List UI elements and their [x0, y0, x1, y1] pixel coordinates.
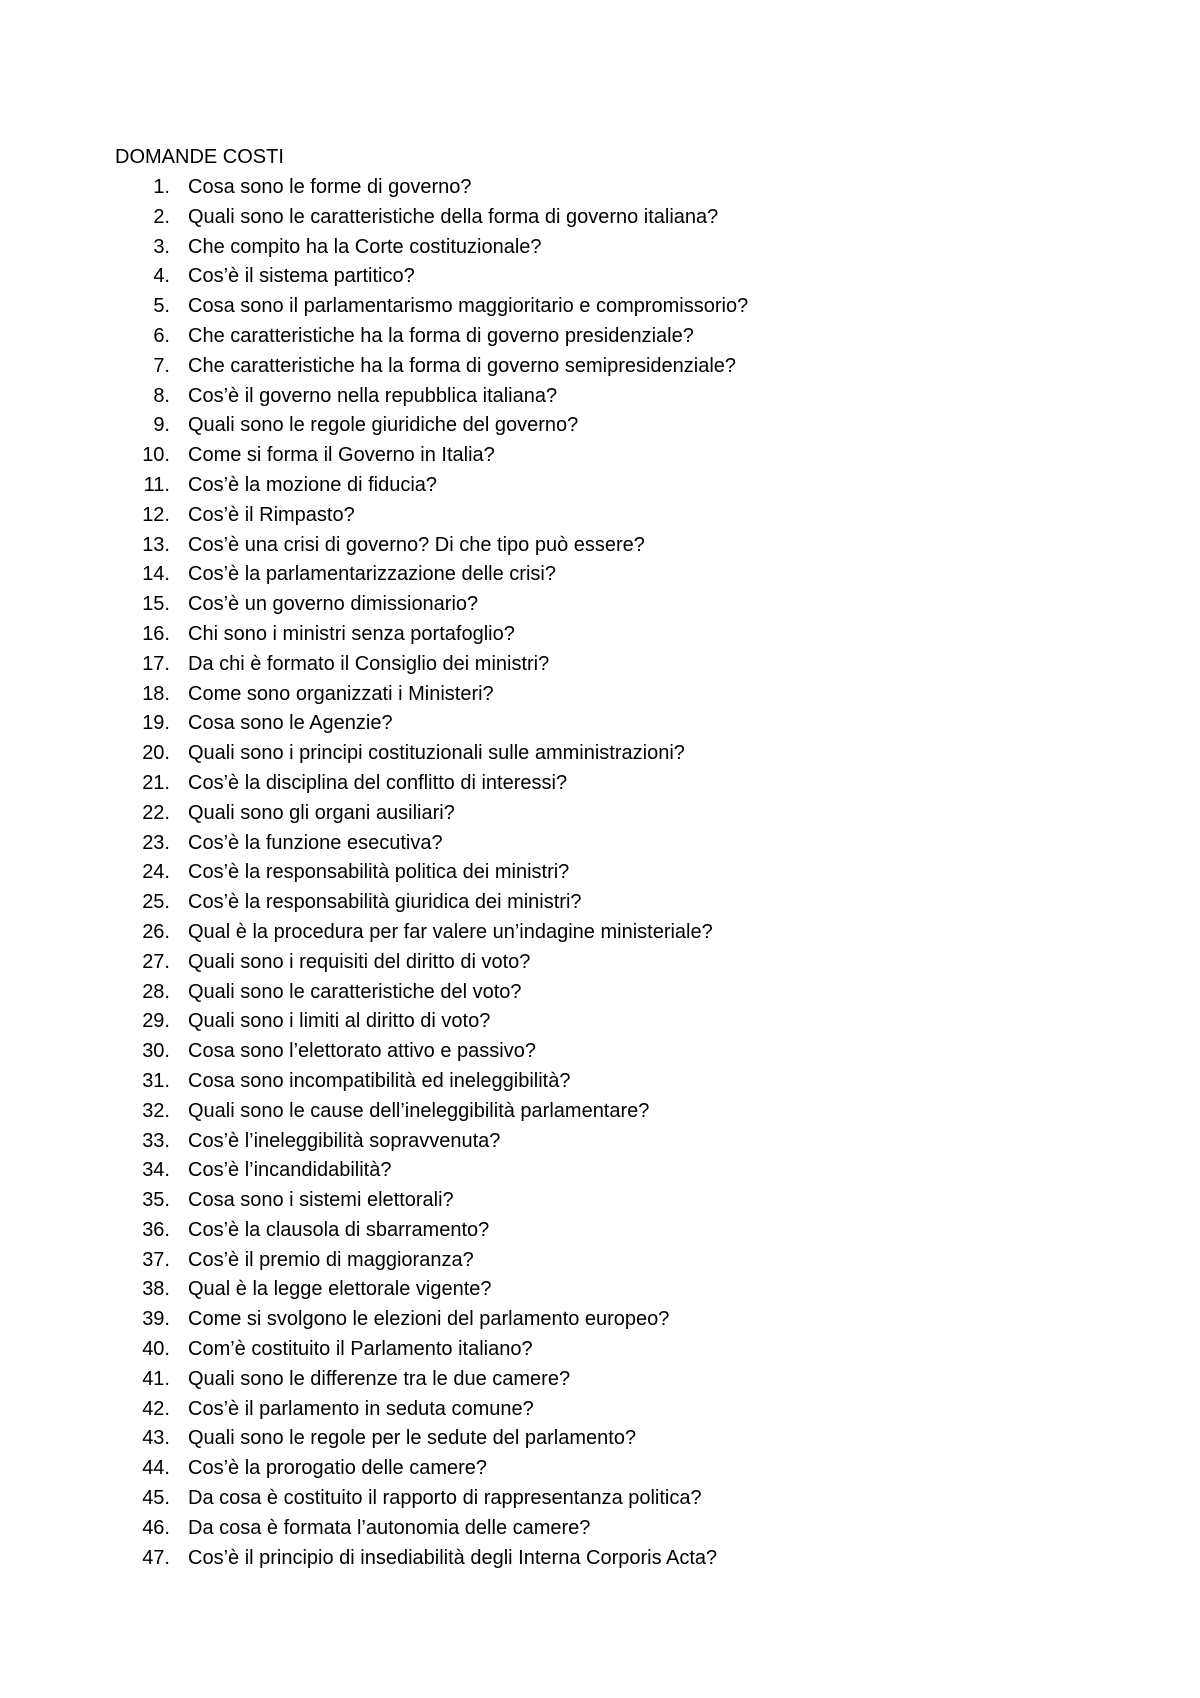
- question-number: 27.: [142, 950, 170, 973]
- question-text: Che caratteristiche ha la forma di governo semipresidenziale?: [188, 354, 737, 377]
- question-text: Cos’è la responsabilità politica dei ministri?: [188, 861, 570, 884]
- question-number: 40.: [142, 1338, 170, 1361]
- question-number: 2.: [153, 205, 170, 228]
- question-text: Quali sono le differenze tra le due camere?: [188, 1367, 571, 1390]
- question-text: Cosa sono i sistemi elettorali?: [188, 1189, 454, 1212]
- question-number: 37.: [142, 1248, 170, 1271]
- question-number: 22.: [142, 801, 170, 824]
- question-text: Quali sono le regole per le sedute del parlamento?: [188, 1427, 637, 1450]
- question-number: 38.: [142, 1278, 170, 1301]
- question-text: Cosa sono l’elettorato attivo e passivo?: [188, 1040, 536, 1063]
- question-number: 31.: [142, 1069, 170, 1092]
- question-number: 17.: [142, 652, 170, 675]
- question-text: Da cosa è formata l’autonomia delle camere?: [188, 1516, 591, 1539]
- question-number: 9.: [153, 414, 170, 437]
- question-number: 41.: [142, 1367, 170, 1390]
- question-text: Cos’è il parlamento in seduta comune?: [188, 1397, 534, 1420]
- question-number: 1.: [153, 176, 170, 198]
- question-text: Cos’è il governo nella repubblica italiana?: [188, 384, 558, 407]
- question-number: 4.: [153, 265, 170, 288]
- question-text: Cos’è il principio di insediabilità degli Interna Corporis Acta?: [188, 1546, 718, 1569]
- question-text: Cos’è la mozione di fiducia?: [188, 473, 438, 496]
- question-number: 13.: [142, 533, 170, 556]
- question-text: Quali sono gli organi ausiliari?: [188, 801, 455, 824]
- question-text: Da chi è formato il Consiglio dei ministri?: [188, 652, 550, 675]
- question-text: Qual è la procedura per far valere un’indagine ministeriale?: [188, 920, 713, 943]
- question-text: Cos’è la prorogatio delle camere?: [188, 1457, 488, 1480]
- question-number: 29.: [142, 1010, 170, 1033]
- question-text: Cos’è la responsabilità giuridica dei ministri?: [188, 891, 582, 914]
- question-number: 33.: [142, 1129, 170, 1152]
- question-number: 3.: [153, 235, 170, 258]
- question-number: 16.: [142, 622, 170, 645]
- question-number: 30.: [142, 1040, 170, 1063]
- question-number: 35.: [142, 1189, 170, 1212]
- question-text: Cosa sono le Agenzie?: [188, 712, 393, 735]
- question-text: Qual è la legge elettorale vigente?: [188, 1278, 492, 1301]
- question-text: Da cosa è costituito il rapporto di rappresentanza politica?: [188, 1487, 702, 1510]
- question-number: 6.: [153, 324, 170, 347]
- question-number: 45.: [142, 1487, 170, 1510]
- question-number: 25.: [142, 891, 170, 914]
- question-text: Cos’è la clausola di sbarramento?: [188, 1218, 490, 1241]
- question-text: Cos’è il sistema partitico?: [188, 265, 415, 288]
- question-text: Cosa sono incompatibilità ed ineleggibilità?: [188, 1069, 571, 1092]
- question-number: 12.: [142, 503, 170, 526]
- question-number: 7.: [153, 354, 170, 377]
- question-text: Cosa sono le forme di governo?: [188, 176, 472, 198]
- question-number: 11.: [143, 473, 170, 496]
- question-number: 44.: [142, 1457, 170, 1480]
- question-number: 18.: [142, 682, 170, 705]
- question-text: Cos’è un governo dimissionario?: [188, 593, 479, 616]
- question-text: Quali sono le cause dell’ineleggibilità parlamentare?: [188, 1099, 650, 1122]
- question-number: 24.: [142, 861, 170, 884]
- question-number: 34.: [142, 1159, 170, 1182]
- question-number: 23.: [142, 831, 170, 854]
- question-number: 19.: [142, 712, 170, 735]
- question-text: Quali sono le caratteristiche del voto?: [188, 980, 522, 1003]
- question-number: 36.: [142, 1218, 170, 1241]
- question-text: Cos’è l’incandidabilità?: [188, 1159, 392, 1182]
- question-text: Quali sono le caratteristiche della forma di governo italiana?: [188, 205, 719, 228]
- question-number: 5.: [153, 295, 170, 318]
- question-text: Cos’è la parlamentarizzazione delle crisi?: [188, 563, 556, 586]
- question-text: Quali sono i requisiti del diritto di voto?: [188, 950, 531, 973]
- question-text: Quali sono le regole giuridiche del governo?: [188, 414, 579, 437]
- question-number: 8.: [153, 384, 170, 407]
- question-number: 42.: [142, 1397, 170, 1420]
- question-text: Quali sono i limiti al diritto di voto?: [188, 1010, 491, 1033]
- question-number: 28.: [142, 980, 170, 1003]
- question-text: Cos’è la funzione esecutiva?: [188, 831, 443, 854]
- question-text: Come si forma il Governo in Italia?: [188, 444, 495, 467]
- document-title: DOMANDE COSTI: [115, 146, 284, 168]
- question-text: Com’è costituito il Parlamento italiano?: [188, 1338, 533, 1361]
- question-number: 47.: [142, 1546, 170, 1569]
- question-number: 32.: [142, 1099, 170, 1122]
- question-text: Chi sono i ministri senza portafoglio?: [188, 622, 515, 645]
- question-number: 46.: [142, 1516, 170, 1539]
- question-text: Come si svolgono le elezioni del parlamento europeo?: [188, 1308, 670, 1331]
- question-number: 15.: [142, 593, 170, 616]
- question-text: Cosa sono il parlamentarismo maggioritario e compromissorio?: [188, 295, 749, 318]
- question-text: Cos’è la disciplina del conflitto di interessi?: [188, 771, 568, 794]
- question-text: Che caratteristiche ha la forma di governo presidenziale?: [188, 324, 694, 347]
- question-number: 43.: [142, 1427, 170, 1450]
- question-number: 20.: [142, 742, 170, 765]
- question-text: Quali sono i principi costituzionali sulle amministrazioni?: [188, 742, 685, 765]
- question-number: 14.: [142, 563, 170, 586]
- question-number: 39.: [142, 1308, 170, 1331]
- question-text: Cos’è una crisi di governo? Di che tipo può essere?: [188, 533, 645, 556]
- question-number: 10.: [142, 444, 170, 467]
- question-text: Come sono organizzati i Ministeri?: [188, 682, 494, 705]
- question-text: Cos’è l’ineleggibilità sopravvenuta?: [188, 1129, 501, 1152]
- question-text: Cos’è il Rimpasto?: [188, 503, 355, 526]
- question-number: 26.: [142, 920, 170, 943]
- question-text: Che compito ha la Corte costituzionale?: [188, 235, 542, 258]
- question-number: 21.: [142, 771, 170, 794]
- question-text: Cos’è il premio di maggioranza?: [188, 1248, 474, 1271]
